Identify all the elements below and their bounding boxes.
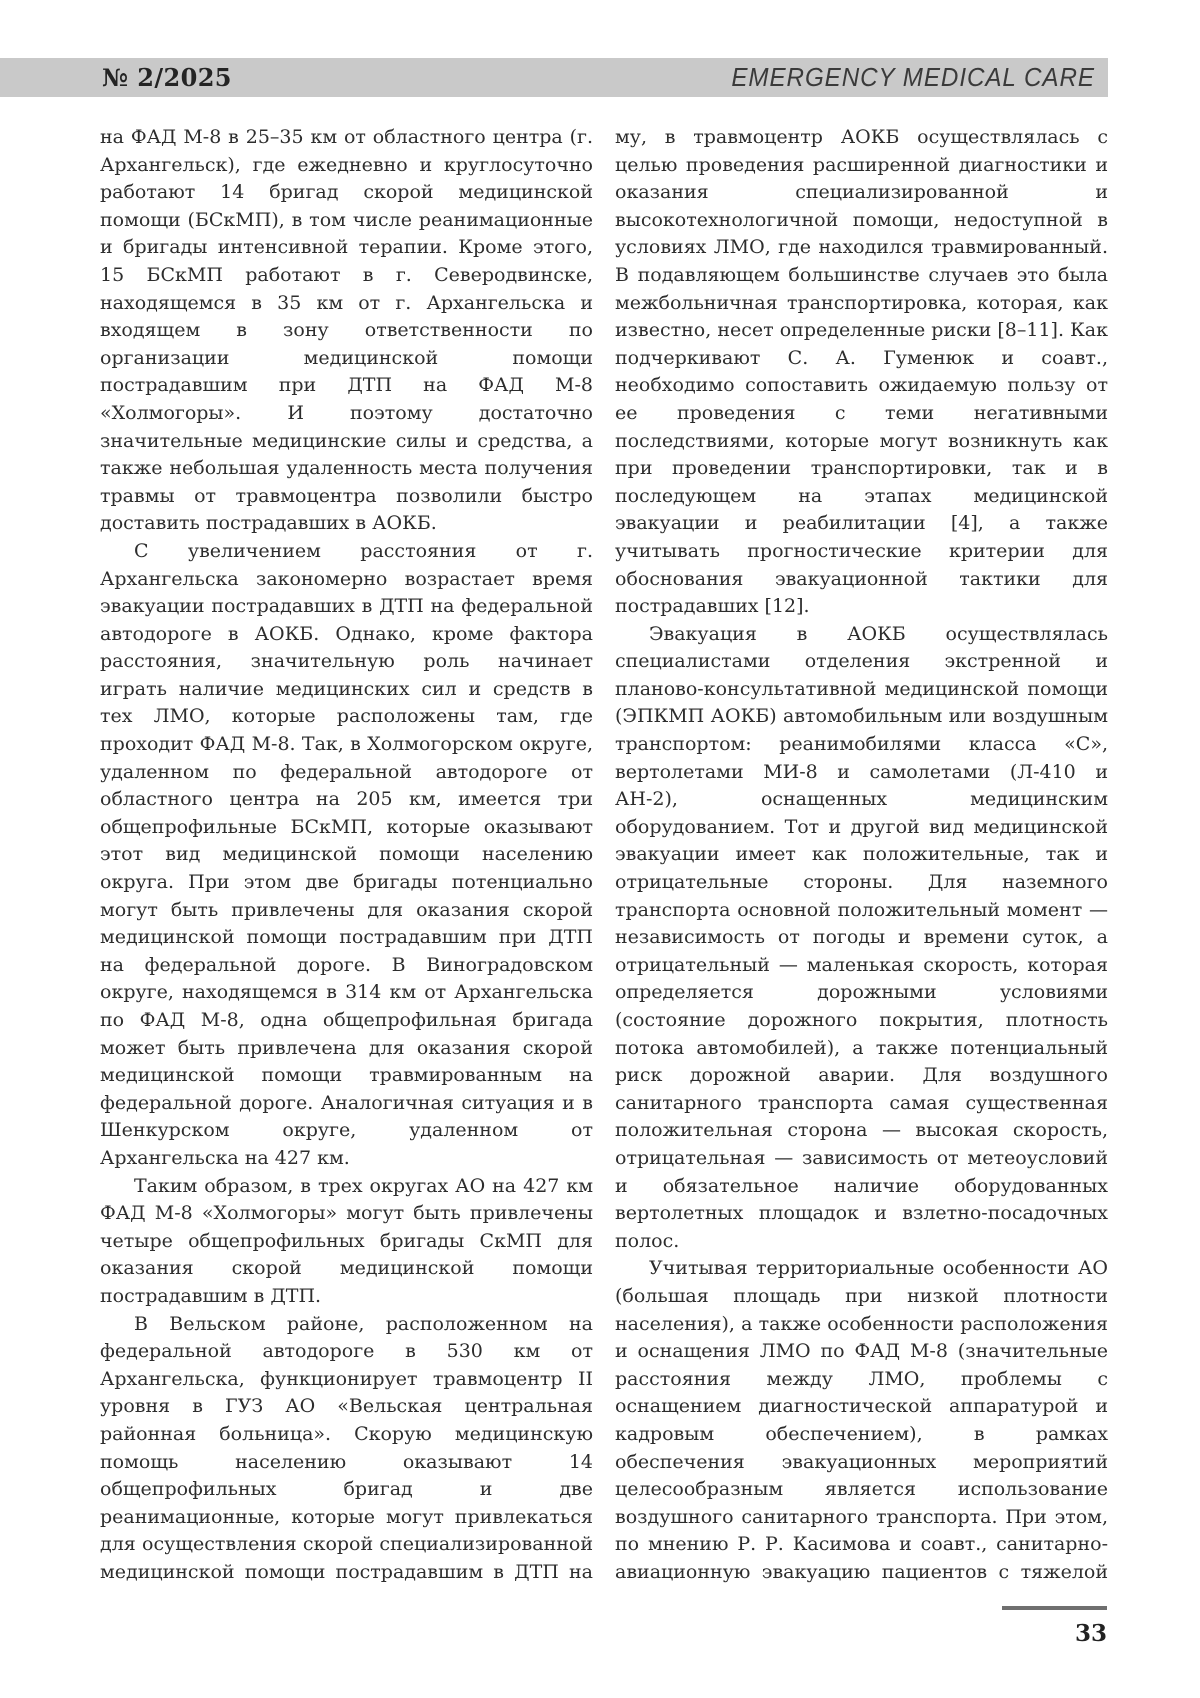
- paragraph: на ФАД М-8 в 25–35 км от областного центра (г. Архангельск), где ежедневно и круглосуточно работают 14 бригад скорой медицинской помощи (БСкМП), в том числе реанимационные и бригады интенсивной терапии. Кроме этого, 15 БСкМП работают в г. Северодвинске, находящемся в 35 км от г. Архангельска и входящем в зону ответственности по организации медицинской помощи пострадавшим при ДТП на ФАД М-8 «Холмогоры». И поэтому достаточно значительные медицинские силы и средства, а также небольшая удаленность места получения травмы от травмоцентра позволили быстро доставить пострадавших в АОКБ.: [100, 126, 593, 535]
- paragraph: Эвакуация в АОКБ осуществлялась специалистами отделения экстренной и планово-консультативной медицинской помощи (ЭПКМП АОКБ) автомобильным или воздушным транспортом: реанимобилями класса «С», вертолетами МИ-8 и самолетами (Л-410 и АН-2), оснащенных медицинским оборудованием. Тот и другой вид медицинской эвакуации имеет как положительные, так и отрицательные стороны. Для наземного транспорта основной положительный момент — независимость от погоды и времени суток, а отрицательный — маленькая скорость, которая определяется дорожными условиями (состояние дорожного покрытия, плотность потока автомобилей), а также потенциальный риск дорожной аварии. Для воздушного санитарного транспорта самая существенная положительная сторона — высокая скорость, отрицательная — зависимость от метеоусловий и обязательное наличие оборудованных вертолетных площадок и взлетно-посадочных полос.: [615, 622, 1108, 1252]
- page-number: 33: [1074, 1620, 1107, 1647]
- paragraph: Таким образом, в трех округах АО на 427 км ФАД М-8 «Холмогоры» могут быть привлечены четыре общепрофильных бригады СкМП для оказания скорой медицинской помощи пострадавшим в ДТП.: [100, 1174, 593, 1307]
- paragraph: В Вельском районе, расположенном на федеральной автодороге в 530 км от Архангельска, функционирует травмоцентр II уровня в ГУЗ АО «Вельская центральная районная больница». Скорую медицинскую помощь населению оказывают 14 общепрофильных бригад и две реанимационные, которые могут привлекаться для осуществления скорой специализированной медицинской помощи пострадавшим в ДТП на: [100, 1312, 593, 1583]
- page-header: [0, 58, 1108, 97]
- journal-title-running-head: EMERGENCY MEDICAL CARE: [731, 62, 1095, 92]
- article-body: [100, 124, 1108, 1590]
- paragraph: Учитывая территориальные особенности АО (большая площадь при низкой плотности населения), а также особенности расположения и оснащения ЛМО по ФАД М-8 (значительные расстояния между ЛМО, проблемы с оснащением диагностической аппаратурой и кадровым обеспечением), в рамках обеспечения эвакуационных мероприятий целесообразным является использование воздушного санитарного транспорта. При этом, по мнению Р. Р. Касимова и соавт., санитарно-авиационную эвакуацию пациентов с тяжелой: [615, 1257, 1108, 1583]
- footer-rule: [1002, 1606, 1107, 1610]
- paragraph: С увеличением расстояния от г. Архангельска закономерно возрастает время эвакуации пострадавших в ДТП на федеральной автодороге в АОКБ. Однако, кроме фактора расстояния, значительную роль начинает играть наличие медицинских сил и средств в тех ЛМО, которые расположены там, где проходит ФАД М-8. Так, в Холмогорском округе, удаленном по федеральной автодороге от областного центра на 205 км, имеется три общепрофильные БСкМП, которые оказывают этот вид медицинской помощи населению округа. При этом две бригады потенциально могут быть привлечены для оказания скорой медицинской помощи пострадавшим при ДТП на федеральной дороге. В Виноградовском округе, находящемся в 314 км от Архангельска по ФАД М-8, одна общепрофильная бригада может быть привлечена для оказания скорой медицинской помощи травмированным на федеральной дороге. Аналогичная ситуация и в Шенкурском округе, удаленном от Архангельска на 427 км.: [100, 539, 593, 1169]
- paragraph: му, в травмоцентр АОКБ осуществлялась с целью проведения расширенной диагностики и оказания специализированной и высокотехнологичной помощи, недоступной в условиях ЛМО, где находился травмированный. В подавляющем большинстве случаев это была межбольничная транспортировка, которая, как известно, несет определенные риски [8–11]. Как подчеркивают С. А. Гуменюк и соавт., необходимо сопоставить ожидаемую пользу от ее проведения с теми негативными последствиями, которые могут возникнуть как при проведении транспортировки, так и в последующем на этапах медицинской эвакуации и реабилитации [4], а также учитывать прогностические критерии для обоснования эвакуационной тактики для пострадавших [12].: [615, 126, 1108, 618]
- text-column-left: [100, 124, 593, 1590]
- issue-number: № 2/2025: [102, 63, 232, 92]
- text-column-right: [615, 124, 1108, 1590]
